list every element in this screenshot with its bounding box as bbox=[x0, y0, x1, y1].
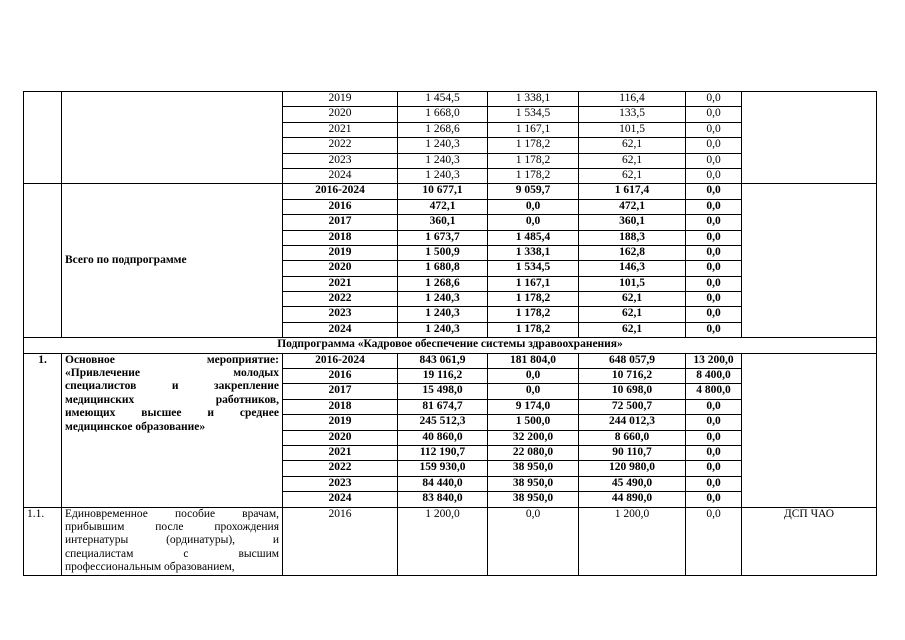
total-other-cell: 0,0 bbox=[686, 292, 742, 307]
event1-reg-cell: 8 660,0 bbox=[579, 430, 686, 445]
event11-other-cell: 0,0 bbox=[686, 507, 742, 575]
event1-other-cell: 0,0 bbox=[686, 430, 742, 445]
top-fed-cell: 1 534,5 bbox=[488, 107, 579, 122]
total-other-cell: 0,0 bbox=[686, 230, 742, 245]
top-reg-cell: 116,4 bbox=[579, 92, 686, 107]
total-other-cell: 0,0 bbox=[686, 199, 742, 214]
top-total-cell: 1 240,3 bbox=[398, 138, 488, 153]
top-other-cell: 0,0 bbox=[686, 92, 742, 107]
top-year-cell: 2023 bbox=[283, 153, 398, 168]
total-total-cell: 472,1 bbox=[398, 199, 488, 214]
top-fed-cell: 1 338,1 bbox=[488, 92, 579, 107]
subprogram-title-row bbox=[24, 338, 877, 353]
total-reg-cell: 162,8 bbox=[579, 245, 686, 260]
top-fed-cell: 1 167,1 bbox=[488, 122, 579, 137]
executor-cell bbox=[742, 92, 877, 184]
text-line: прибывшим после прохождения bbox=[65, 520, 279, 533]
text-line: интернатуры (ординатуры), и bbox=[65, 534, 279, 547]
text-line: Единовременное пособие врачам, bbox=[65, 507, 279, 520]
executor-cell bbox=[742, 353, 877, 507]
budget-table bbox=[23, 91, 877, 576]
total-fed-cell: 1 167,1 bbox=[488, 276, 579, 291]
event1-total-cell: 15 498,0 bbox=[398, 384, 488, 399]
total-other-cell: 0,0 bbox=[686, 184, 742, 199]
top-total-cell: 1 268,6 bbox=[398, 122, 488, 137]
event1-fed-cell: 38 950,0 bbox=[488, 492, 579, 507]
event1-total-cell: 81 674,7 bbox=[398, 399, 488, 414]
text-line: специалистов и закрепление bbox=[65, 380, 279, 393]
event1-fed-cell: 38 950,0 bbox=[488, 476, 579, 491]
event1-year-cell: 2019 bbox=[283, 415, 398, 430]
event1-year-cell: 2017 bbox=[283, 384, 398, 399]
top-other-cell: 0,0 bbox=[686, 138, 742, 153]
event1-total-cell: 245 512,3 bbox=[398, 415, 488, 430]
top-fed-cell: 1 178,2 bbox=[488, 168, 579, 183]
top-total-cell: 1 668,0 bbox=[398, 107, 488, 122]
text-line: медицинское образование» bbox=[65, 420, 206, 433]
top-reg-cell: 62,1 bbox=[579, 153, 686, 168]
total-reg-cell: 472,1 bbox=[579, 199, 686, 214]
total-total-cell: 1 240,3 bbox=[398, 292, 488, 307]
table-row bbox=[24, 92, 877, 107]
event1-other-cell: 8 400,0 bbox=[686, 369, 742, 384]
event1-reg-cell: 10 716,2 bbox=[579, 369, 686, 384]
total-reg-cell: 146,3 bbox=[579, 261, 686, 276]
total-fed-cell: 1 338,1 bbox=[488, 245, 579, 260]
event-number: 1. bbox=[24, 353, 62, 507]
event1-other-cell: 0,0 bbox=[686, 492, 742, 507]
total-reg-cell: 62,1 bbox=[579, 292, 686, 307]
total-reg-cell: 62,1 bbox=[579, 322, 686, 337]
total-reg-cell: 188,3 bbox=[579, 230, 686, 245]
total-fed-cell: 1 178,2 bbox=[488, 292, 579, 307]
event11-fed-cell: 0,0 bbox=[488, 507, 579, 575]
text-line: «Привлечение молодых bbox=[65, 367, 279, 380]
total-year-cell: 2022 bbox=[283, 292, 398, 307]
num-cell bbox=[24, 184, 62, 338]
total-year-cell: 2019 bbox=[283, 245, 398, 260]
total-total-cell: 1 240,3 bbox=[398, 307, 488, 322]
event11-total-cell: 1 200,0 bbox=[398, 507, 488, 575]
event1-fed-cell: 22 080,0 bbox=[488, 445, 579, 460]
top-other-cell: 0,0 bbox=[686, 122, 742, 137]
total-year-cell: 2016 bbox=[283, 199, 398, 214]
top-reg-cell: 62,1 bbox=[579, 138, 686, 153]
total-total-cell: 1 268,6 bbox=[398, 276, 488, 291]
total-total-cell: 1 680,8 bbox=[398, 261, 488, 276]
total-total-cell: 1 500,9 bbox=[398, 245, 488, 260]
top-year-cell: 2022 bbox=[283, 138, 398, 153]
name-cell bbox=[62, 92, 283, 184]
event1-other-cell: 0,0 bbox=[686, 399, 742, 414]
event1-reg-cell: 10 698,0 bbox=[579, 384, 686, 399]
event1-year-cell: 2016-2024 bbox=[283, 353, 398, 368]
total-total-cell: 360,1 bbox=[398, 215, 488, 230]
total-year-cell: 2020 bbox=[283, 261, 398, 276]
event11-reg-cell: 1 200,0 bbox=[579, 507, 686, 575]
top-other-cell: 0,0 bbox=[686, 107, 742, 122]
total-fed-cell: 1 178,2 bbox=[488, 307, 579, 322]
total-other-cell: 0,0 bbox=[686, 276, 742, 291]
total-reg-cell: 1 617,4 bbox=[579, 184, 686, 199]
top-reg-cell: 62,1 bbox=[579, 168, 686, 183]
total-reg-cell: 62,1 bbox=[579, 307, 686, 322]
total-year-cell: 2023 bbox=[283, 307, 398, 322]
top-year-cell: 2020 bbox=[283, 107, 398, 122]
total-other-cell: 0,0 bbox=[686, 307, 742, 322]
total-fed-cell: 0,0 bbox=[488, 215, 579, 230]
event1-year-cell: 2023 bbox=[283, 476, 398, 491]
top-total-cell: 1 454,5 bbox=[398, 92, 488, 107]
event1-fed-cell: 9 174,0 bbox=[488, 399, 579, 414]
top-other-cell: 0,0 bbox=[686, 153, 742, 168]
event1-fed-cell: 0,0 bbox=[488, 384, 579, 399]
total-fed-cell: 1 534,5 bbox=[488, 261, 579, 276]
event1-year-cell: 2020 bbox=[283, 430, 398, 445]
total-label: Всего по подпрограмме bbox=[62, 184, 283, 338]
event1-reg-cell: 648 057,9 bbox=[579, 353, 686, 368]
event1-total-cell: 40 860,0 bbox=[398, 430, 488, 445]
total-fed-cell: 1 485,4 bbox=[488, 230, 579, 245]
event11-year-cell: 2016 bbox=[283, 507, 398, 575]
top-reg-cell: 101,5 bbox=[579, 122, 686, 137]
event1-total-cell: 83 840,0 bbox=[398, 492, 488, 507]
top-year-cell: 2019 bbox=[283, 92, 398, 107]
total-other-cell: 0,0 bbox=[686, 261, 742, 276]
total-reg-cell: 101,5 bbox=[579, 276, 686, 291]
event1-total-cell: 112 190,7 bbox=[398, 445, 488, 460]
total-year-cell: 2024 bbox=[283, 322, 398, 337]
event1-year-cell: 2016 bbox=[283, 369, 398, 384]
event1-reg-cell: 72 500,7 bbox=[579, 399, 686, 414]
event1-other-cell: 0,0 bbox=[686, 476, 742, 491]
num-cell bbox=[24, 92, 62, 184]
event1-total-cell: 159 930,0 bbox=[398, 461, 488, 476]
table-row bbox=[24, 184, 877, 199]
total-fed-cell: 0,0 bbox=[488, 199, 579, 214]
top-fed-cell: 1 178,2 bbox=[488, 138, 579, 153]
top-reg-cell: 133,5 bbox=[579, 107, 686, 122]
event1-other-cell: 0,0 bbox=[686, 461, 742, 476]
total-total-cell: 1 240,3 bbox=[398, 322, 488, 337]
event1-year-cell: 2024 bbox=[283, 492, 398, 507]
text-line: медицинских работников, bbox=[65, 393, 279, 406]
top-total-cell: 1 240,3 bbox=[398, 168, 488, 183]
subprogram-title: Подпрограмма «Кадровое обеспечение системы здравоохранения» bbox=[24, 338, 877, 353]
event1-reg-cell: 90 110,7 bbox=[579, 445, 686, 460]
total-other-cell: 0,0 bbox=[686, 215, 742, 230]
event-name bbox=[62, 353, 283, 507]
event1-total-cell: 84 440,0 bbox=[398, 476, 488, 491]
total-year-cell: 2021 bbox=[283, 276, 398, 291]
event1-total-cell: 843 061,9 bbox=[398, 353, 488, 368]
event1-reg-cell: 120 980,0 bbox=[579, 461, 686, 476]
total-total-cell: 1 673,7 bbox=[398, 230, 488, 245]
event1-reg-cell: 45 490,0 bbox=[579, 476, 686, 491]
event-name bbox=[62, 507, 283, 575]
event1-total-cell: 19 116,2 bbox=[398, 369, 488, 384]
event1-year-cell: 2022 bbox=[283, 461, 398, 476]
total-total-cell: 10 677,1 bbox=[398, 184, 488, 199]
top-year-cell: 2021 bbox=[283, 122, 398, 137]
text-line: профессиональным образованием, bbox=[65, 561, 235, 574]
total-other-cell: 0,0 bbox=[686, 322, 742, 337]
executor-cell bbox=[742, 184, 877, 338]
table-row bbox=[24, 353, 877, 368]
event1-other-cell: 4 800,0 bbox=[686, 384, 742, 399]
top-other-cell: 0,0 bbox=[686, 168, 742, 183]
total-year-cell: 2017 bbox=[283, 215, 398, 230]
text-line: имеющих высшее и среднее bbox=[65, 407, 279, 420]
executor-cell: ДСП ЧАО bbox=[742, 507, 877, 575]
text-line: специалистам с высшим bbox=[65, 547, 279, 560]
total-fed-cell: 1 178,2 bbox=[488, 322, 579, 337]
total-year-cell: 2018 bbox=[283, 230, 398, 245]
event-number: 1.1. bbox=[24, 507, 62, 575]
event1-other-cell: 0,0 bbox=[686, 445, 742, 460]
text-line: Основное мероприятие: bbox=[65, 353, 279, 366]
table-row bbox=[24, 507, 877, 575]
top-fed-cell: 1 178,2 bbox=[488, 153, 579, 168]
total-year-cell: 2016-2024 bbox=[283, 184, 398, 199]
event1-fed-cell: 0,0 bbox=[488, 369, 579, 384]
event1-fed-cell: 181 804,0 bbox=[488, 353, 579, 368]
event1-fed-cell: 38 950,0 bbox=[488, 461, 579, 476]
total-fed-cell: 9 059,7 bbox=[488, 184, 579, 199]
event1-other-cell: 13 200,0 bbox=[686, 353, 742, 368]
top-year-cell: 2024 bbox=[283, 168, 398, 183]
total-reg-cell: 360,1 bbox=[579, 215, 686, 230]
event1-year-cell: 2018 bbox=[283, 399, 398, 414]
event1-fed-cell: 1 500,0 bbox=[488, 415, 579, 430]
event1-fed-cell: 32 200,0 bbox=[488, 430, 579, 445]
total-other-cell: 0,0 bbox=[686, 245, 742, 260]
event1-other-cell: 0,0 bbox=[686, 415, 742, 430]
event1-year-cell: 2021 bbox=[283, 445, 398, 460]
top-total-cell: 1 240,3 bbox=[398, 153, 488, 168]
event1-reg-cell: 44 890,0 bbox=[579, 492, 686, 507]
event1-reg-cell: 244 012,3 bbox=[579, 415, 686, 430]
